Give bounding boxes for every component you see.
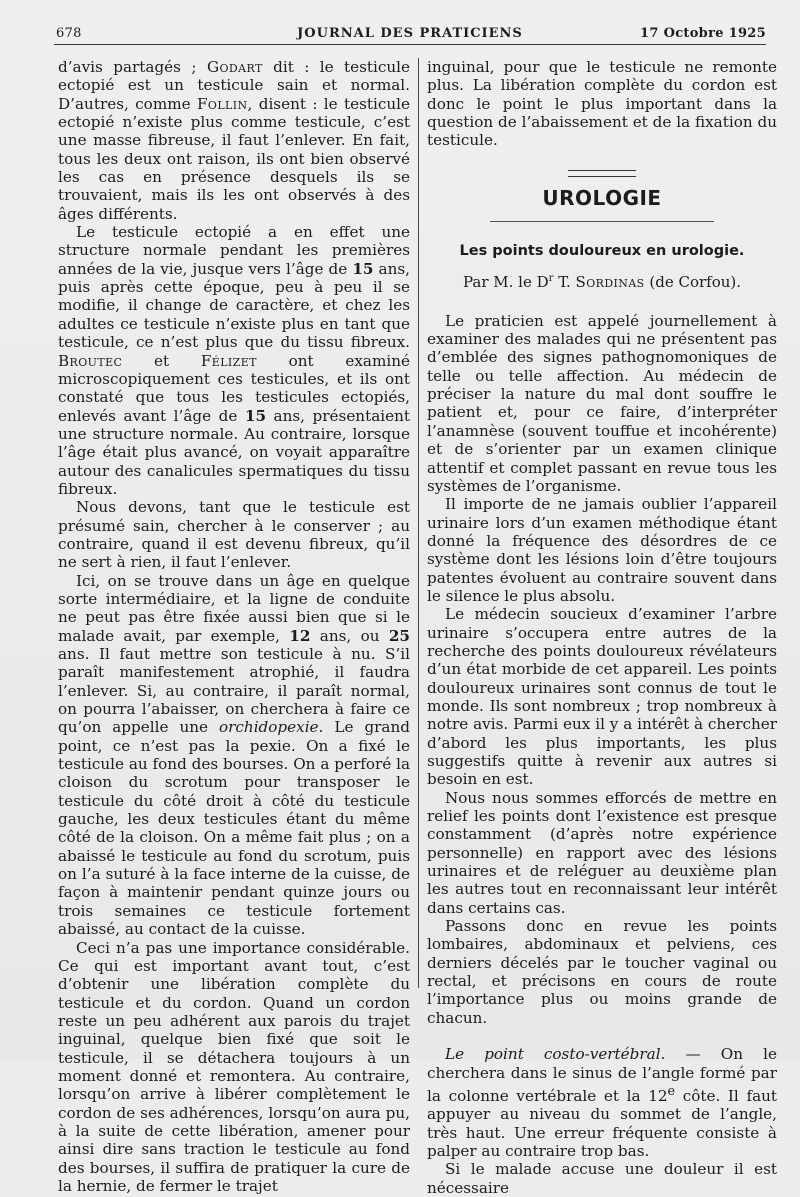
paragraph: Nous devons, tant que le testicule est présumé sain, chercher à le conserver ; au contraire, quand il est devenu fibreux, qu’il ne sert à rien, il faut l’enlever. [58,498,410,572]
paragraph: Nous nous sommes efforcés de mettre en relief les points dont l’existence est presque constamment (d’après notre expérience personnelle) en rapport avec des lésions urinaires et de reléguer au deuxième plan les autres tout en reconnaissant leur intérêt dans certains cas. [427,788,777,917]
paragraph: Ici, on se trouve dans un âge en quelque sorte intermédiaire, et la ligne de conduite ne peut pas être fixée aussi bien que si le malade avait, par exemple, 12 ans, ou 25 ans. Il faut mettre son testicule à nu. S’il paraît manifestement atrophié, il faudra l’enlever. Si, au contraire, il paraît normal, on pourra l’abaisser, on cherchera à faire ce qu’on appelle une orchidopexie. Le grand point, ce n’est pas la pexie. On a fixé le testicule au fond des bourses. On a perforé la cloison du scrotum pour transposer le testicule du côté droit à côté du testicule gauche, les deux testicules étant du même côté de la cloison. On a même fait plus ; on a abaissé le testicule au fond du scrotum, puis on l’a suturé à la face interne de la cuisse, de façon à maintenir pendant quinze jours ou trois semaines ce testicule fortement abaissé, au contact de la cuisse. [58,571,410,939]
author-name: Félizet [200,351,257,370]
paragraph: Ceci n’a pas une importance considérable. Ce qui est important avant tout, c’est d’obtenir une libération complète du testicule et du cordon. Quand un cordon reste un peu adhérent aux parois du trajet inguinal, quelque bien fixé que soit le testicule, il se détachera toujours à un moment donné et remontera. Au contraire, lorsqu’on arrive à libérer complètement le cordon de ses adhérences, lorsqu’on aura pu, à la suite de cette libération, amener pour ainsi dire sans traction le testicule au fond des bourses, il suffira de pratiquer la cure de la hernie, de fermer le trajet [58,938,410,1195]
page-number: 678 [56,26,82,41]
paragraph: Le point costo-vertébral. — On le cherchera dans le sinus de l’angle formé par la colonne vertébrale et la 12e côte. Il faut appuyer au niveau du sommet de l’angle, très haut. Une erreur fréquente consiste à palper au contraire trop bas. [427,1045,778,1160]
author-name: Sordinas [575,273,645,292]
paragraph: Le testicule ectopié a en effet une structure normale pendant les premières années de la vie, jusque vers l’âge de 15 ans, puis après cette époque, peu à peu il se modifie, il change de caractère, et chez les adultes ce testicule n’existe plus en tant que testicule, ce n’est plus que du tissu fibreux. Broutec et Félizet ont examiné microscopiquement ces testicules, et ils ont constaté que tous les testicules ectopiés, enlevés avant l’âge de 15 ans, présentaient une structure normale. Au contraire, lorsque l’âge était plus avancé, on voyait apparaître autour des canalicules spermatiques du tissu fibreux. [58,223,410,498]
paragraph: Passons donc en revue les points lombaires, abdominaux et pelviens, ces derniers décelés par le toucher vaginal ou rectal, et précisons en cours de route l’importance plus ou moins grande de chacun. [427,917,777,1027]
section-title: UROLOGIE [542,185,662,210]
paragraph: Si le malade accuse une douleur il est nécessaire [427,1160,777,1197]
author-name: Follin [196,94,248,113]
paragraph: Il importe de ne jamais oublier l’appareil urinaire lors d’un examen méthodique étant donné la fréquence des désordres de ce système dont les lésions loin d’être toujours patentes évoluent au contraire souvent dans le silence le plus absolu. [427,495,777,605]
author-name: Broutec [58,351,123,370]
issue-date: 17 Octobre 1925 [640,26,766,41]
paragraph: Le médecin soucieux d’examiner l’arbre urinaire s’occupera entre autres de la recherche des points douloureux révélateurs d’un état morbide de cet appareil. Les points douloureux urinaires sont connus de tout le monde. Ils sont nombreux ; trop nombreux à notre avis. Parmi eux il y a intérêt à chercher d’abord les plus importants, les plus suggestifs quitte à revenir aux autres si besoin en est. [427,605,777,789]
paragraph: Le praticien est appelé journellement à examiner des malades qui ne présentent pas d’emblée des signes pathognomoniques de telle ou telle affection. Au médecin de préciser la nature du mal dont souffre le patient et, pour ce faire, d’interpréter l’anamnèse (souvent touffue et incohérente) et de s’orienter par un examen clinique attentif et complet passant en revue tous les systèmes de l’organisme. [427,311,777,495]
section-rule [490,221,714,222]
column-divider [418,58,419,988]
emphasis-term: orchidopexie [219,718,319,737]
journal-title: JOURNAL DES PRATICIENS [297,26,523,41]
left-column [58,58,410,1195]
byline: Par M. le $D^r$ T. Sordinas (de Corfou). [462,273,742,292]
article-title: Les points douloureux en urologie. [459,243,745,260]
section-ornament [568,170,636,177]
author-name: Godart [206,58,263,76]
paragraph: inguinal, pour que le testicule ne remonte plus. La libération complète du cordon est donc le point le plus important dans la question de l’abaissement et de la fixation du testicule. [427,58,777,150]
paragraph: d’avis partagés ; Godart dit : le testicule ectopié est un testicule sain et normal. D’autres, comme Follin, disent : le testicule ectopié n’existe plus comme testicule, c’est une masse fibreuse, il faut l’enlever. En fait, tous les deux ont raison, ils ont bien observé les cas en présence desquels ils se trouvaient, mais ils les ont observés à des âges différents. [58,58,411,223]
header-rule [54,44,766,45]
right-column [427,58,777,1197]
subheading: Le point costo-vertébral. [445,1045,666,1064]
